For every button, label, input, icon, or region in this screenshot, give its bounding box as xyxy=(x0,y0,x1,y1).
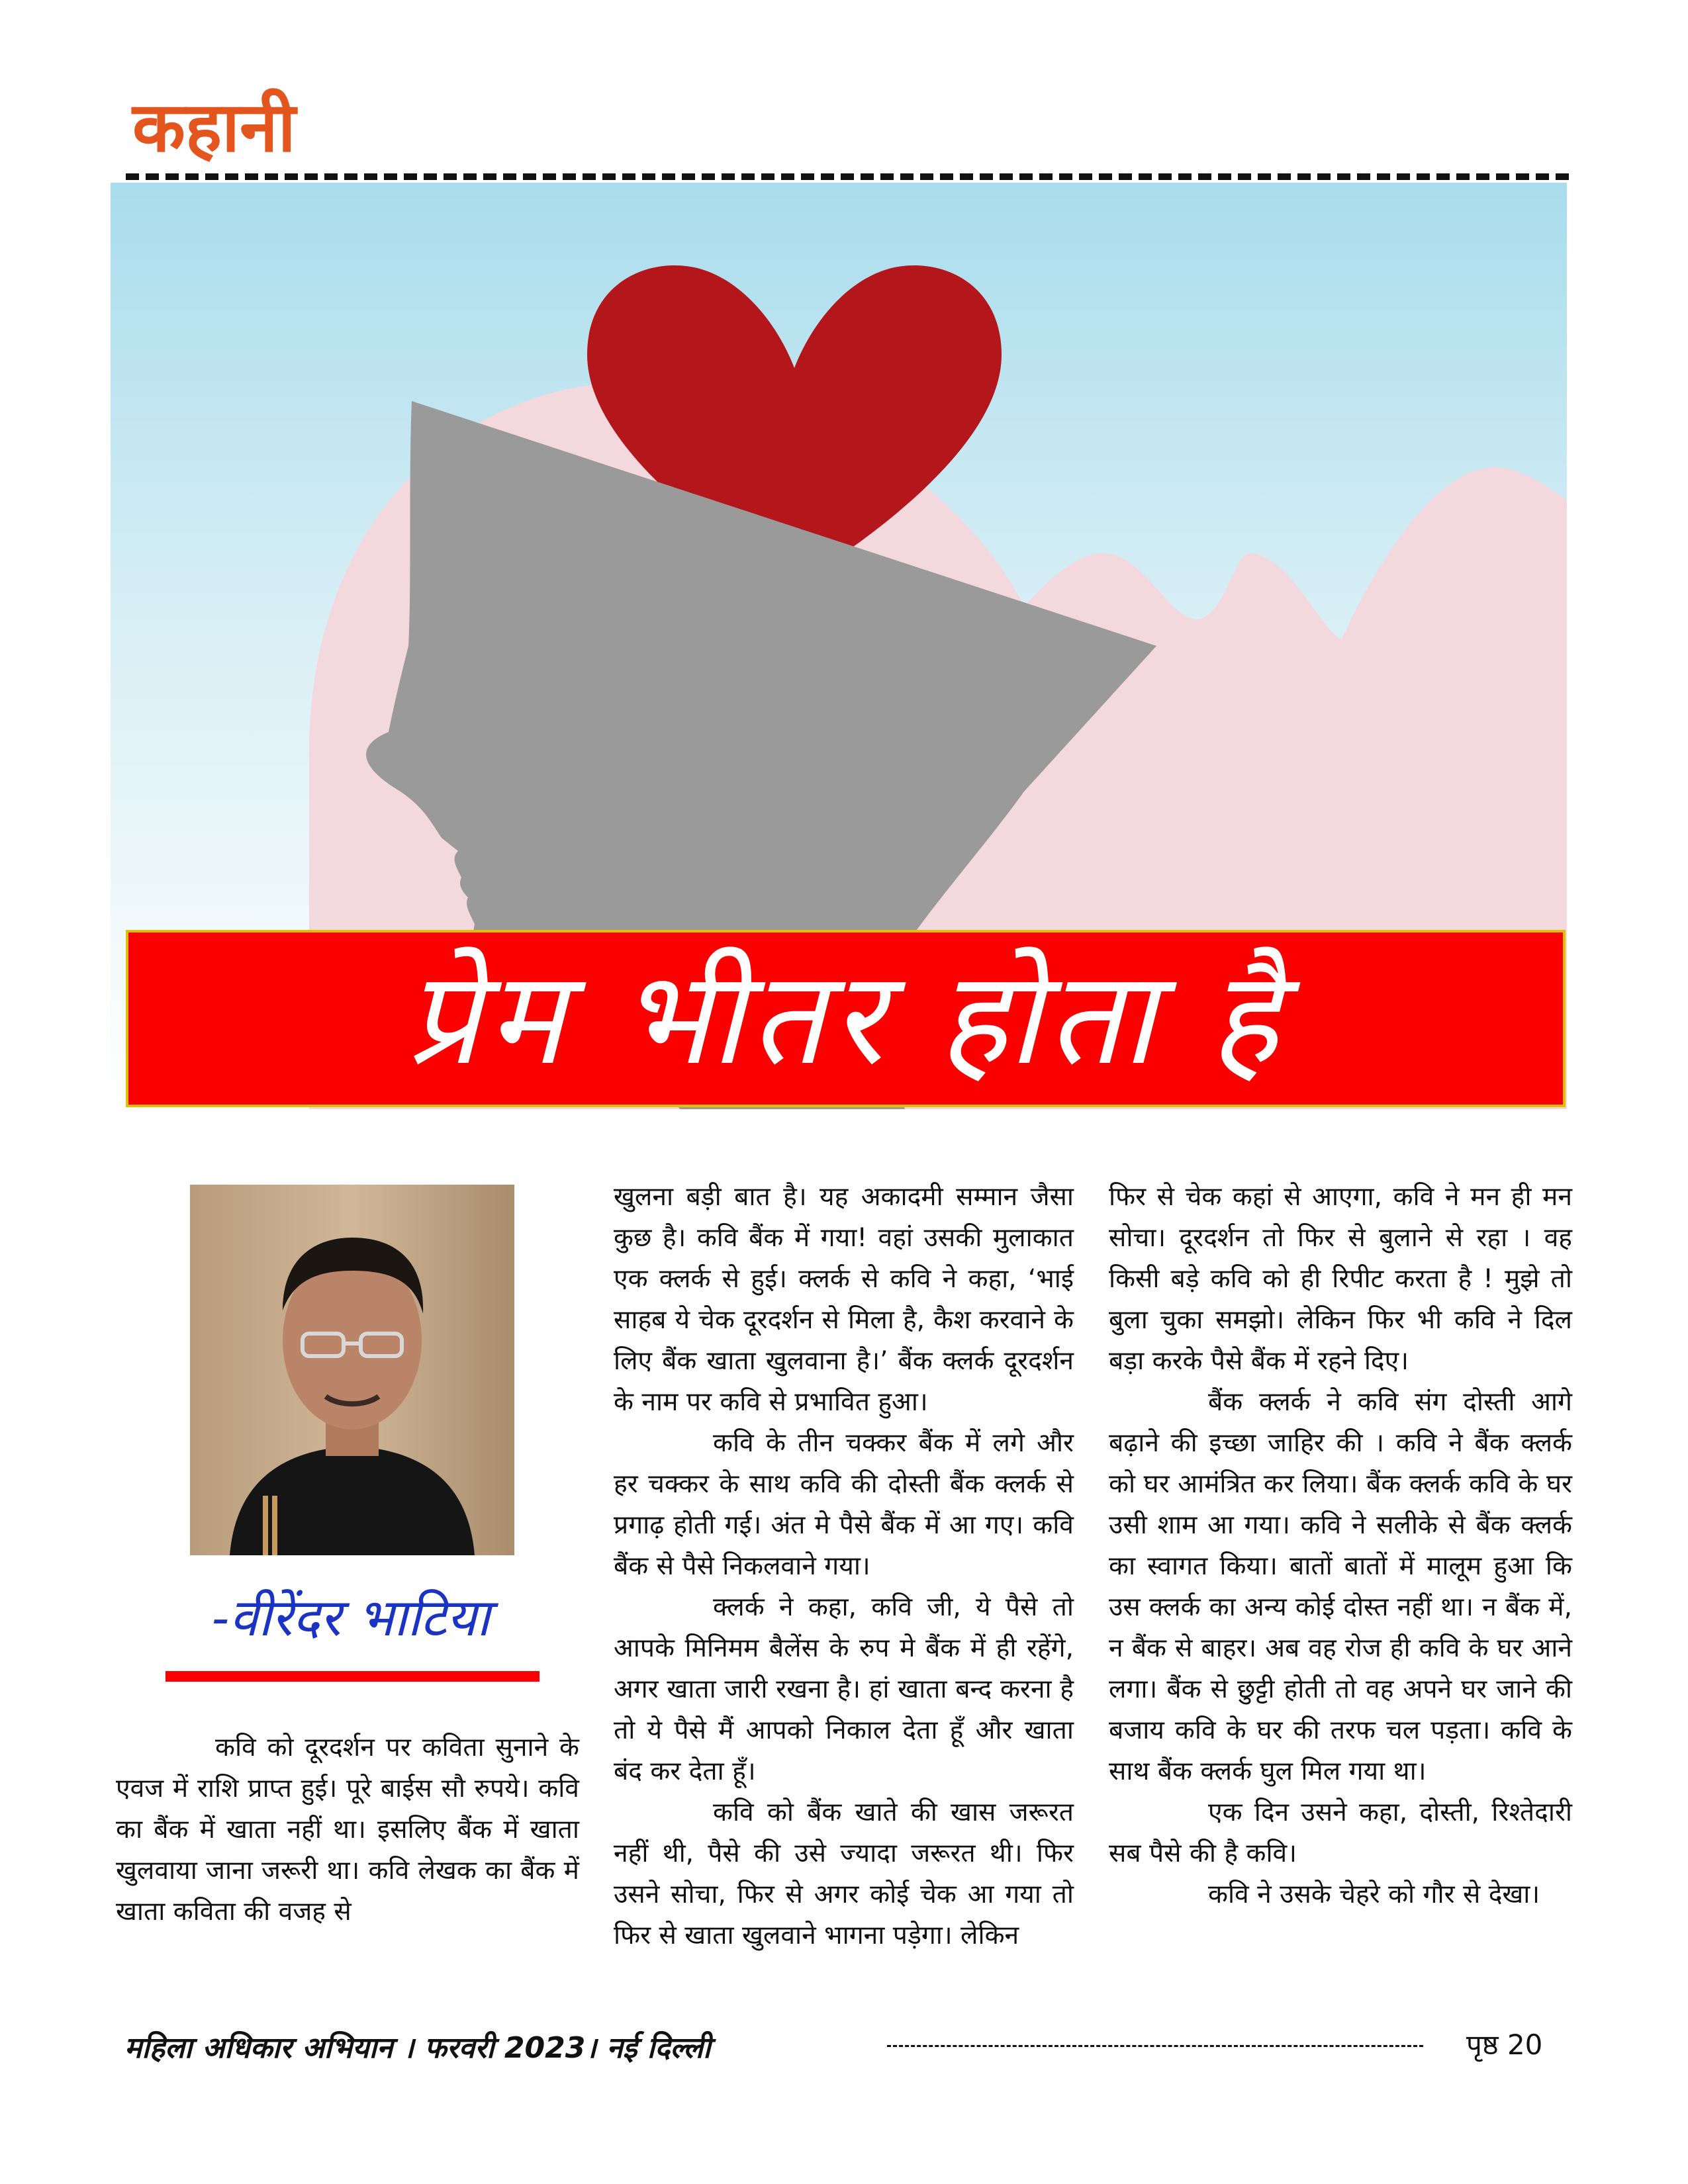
page-number: पृष्ठ 20 xyxy=(1466,2028,1543,2061)
paragraph: कवि ने उसके चेहरे को गौर से देखा। xyxy=(1208,1880,1540,1909)
paragraph: कवि को बैंक खाते की खास जरूरत नहीं थी, पैसे की उसे ज्यादा जरूरत थी। फिर उसने सोचा, फिर से अगर कोई चेक आ गया तो फिर से खाता खुलवाने भागना पड़ेगा। लेकिन xyxy=(614,1797,1074,1950)
header-dashed-divider xyxy=(126,173,1569,180)
author-name: -वीरेंदर भाटिया xyxy=(212,1588,490,1648)
article-title: प्रेम भीतर होता है xyxy=(406,943,1286,1094)
paragraph: क्लर्क ने कहा, कवि जी, ये पैसे तो आपके मिनिमम बैलेंस के रुप मे बैंक में ही रहेंगे, अगर खाता जारी रखना है। हां खाता बन्द करना है तो ये पैसे मैं आपको निकाल देता हूँ और खाता बंद कर देता हूँ। xyxy=(614,1592,1074,1786)
footer-dashed-rule xyxy=(887,2045,1423,2047)
article-column-3 xyxy=(1109,1177,1572,1915)
section-label: कहानी xyxy=(132,87,296,167)
footer-publication: महिला अधिकार अभियान । फरवरी 2023। नई दिल्ली xyxy=(124,2031,711,2065)
author-underline xyxy=(165,1671,539,1682)
paragraph: एक दिन उसने कहा, दोस्ती, रिश्तेदारी सब पैसे की है कवि। xyxy=(1109,1797,1572,1868)
article-column-2 xyxy=(614,1177,1074,1956)
author-photo xyxy=(190,1185,514,1555)
article-column-1 xyxy=(116,1727,579,1933)
paragraph: खुलना बड़ी बात है। यह अकादमी सम्मान जैसा कुछ है। कवि बैंक में गया! वहां उसकी मुलाकात एक क्लर्क से हुई। क्लर्क से कवि ने कहा, ‘भाई साहब ये चेक दूरदर्शन से मिला है, कैश करवाने के लिए बैंक खाता खुलवाना है।’ बैंक क्लर्क दूरदर्शन के नाम पर कवि से प्रभावित हुआ। xyxy=(614,1182,1074,1417)
title-banner xyxy=(126,930,1566,1107)
paragraph: कवि के तीन चक्कर बैंक में लगे और हर चक्कर के साथ कवि की दोस्ती बैंक क्लर्क से प्रगाढ़ होती गई। अंत मे पैसे बैंक में आ गए। कवि बैंक से पैसे निकलवाने गया। xyxy=(614,1428,1074,1581)
paragraph: कवि को दूरदर्शन पर कविता सुनाने के एवज में राशि प्राप्त हुई। पूरे बाईस सौ रुपये। कवि का बैंक में खाता नहीं था। इसलिए बैंक में खाता खुलवाया जाना जरूरी था। कवि लेखक का बैंक में खाता कविता की वजह से xyxy=(116,1733,579,1927)
paragraph: बैंक क्लर्क ने कवि संग दोस्ती आगे बढ़ाने की इच्छा जाहिर की । कवि ने बैंक क्लर्क को घर आमंत्रित कर लिया। बैंक क्लर्क कवि के घर उसी शाम आ गया। कवि ने सलीके से बैंक क्लर्क का स्वागत किया। बातों बातों में मालूम हुआ कि उस क्लर्क का अन्य कोई दोस्त नहीं था। न बैंक में, न बैंक से बाहर। अब वह रोज ही कवि के घर आने लगा। बैंक से छुट्टी होती तो वह अपने घर जाने की बजाय कवि के घर की तरफ चल पड़ता। कवि के साथ बैंक क्लर्क घुल मिल गया था। xyxy=(1109,1387,1572,1786)
paragraph: फिर से चेक कहां से आएगा, कवि ने मन ही मन सोचा। दूरदर्शन तो फिर से बुलाने से रहा । वह किसी बड़े कवि को ही रिपीट करता है ! मुझे तो बुला चुका समझो। लेकिन फिर भी कवि ने दिल बड़ा करके पैसे बैंक में रहने दिए। xyxy=(1109,1182,1572,1376)
